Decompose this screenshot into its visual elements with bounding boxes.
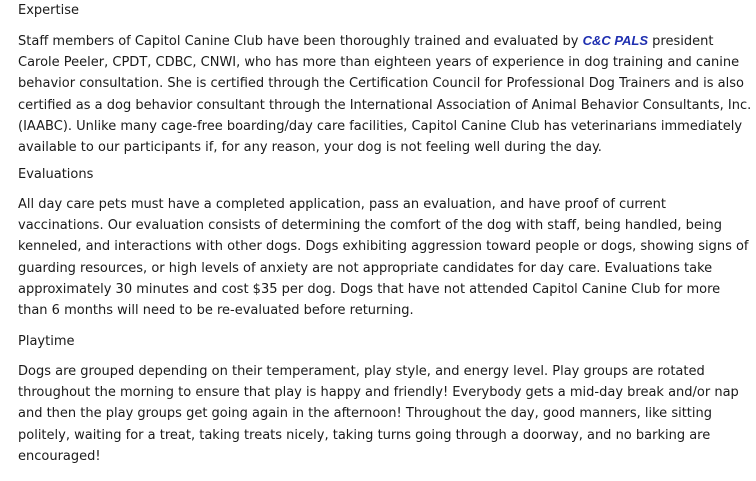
playtime-heading: Playtime — [18, 334, 75, 349]
playtime-paragraph: Dogs are grouped depending on their temperament, play style, and energy level. Play groups are rotated throughout the morning to ensure that play is happy and friendly! Everybody gets a mid-day break and/or nap and then the play groups get going again in the afternoon! Throughout the day, good manners, like sitting politely, waiting for a treat, taking treats nicely, taking turns going through a doorway, and no barking are encouraged! — [18, 364, 739, 464]
evaluations-paragraph: All day care pets must have a completed application, pass an evaluation, and have proof of current vaccinations. Our evaluation consists of determining the comfort of the dog with staff, being handled, being kenneled, and interactions with other dogs. Dogs exhibiting aggression toward people or dogs, showing signs of guarding resources, or high levels of anxiety are not appropriate candidates for day care. Evaluations take approximately 30 minutes and cost $35 per dog. Dogs that have not attended Capitol Canine Club for more than 6 months will need to be re-evaluated before returning. — [18, 197, 749, 319]
section-playtime — [18, 331, 752, 475]
expertise-paragraph — [18, 30, 752, 158]
expertise-text-lead: Staff members of Capitol Canine Club have been thoroughly trained and evaluated by — [18, 34, 583, 49]
section-evaluations — [18, 164, 752, 329]
expertise-heading: Expertise — [18, 3, 79, 18]
brand-link-cc-pals[interactable]: C&C PALS — [582, 33, 649, 48]
section-expertise — [18, 0, 752, 166]
expertise-text-rest: president Carole Peeler, CPDT, CDBC, CNWI, who has more than eighteen years of experience in dog training and canine behavior consultation. She is certified through the Certification Council for Professional Dog Trainers and is also certified as a dog behavior consultant through the International Association of Animal Behavior Consultants, Inc. (IAABC). Unlike many cage-free boarding/day care facilities, Capitol Canine Club has veterinarians immediately available to our participants if, for any reason, your dog is not feeling well during the day. — [18, 34, 752, 156]
evaluations-heading: Evaluations — [18, 167, 94, 182]
